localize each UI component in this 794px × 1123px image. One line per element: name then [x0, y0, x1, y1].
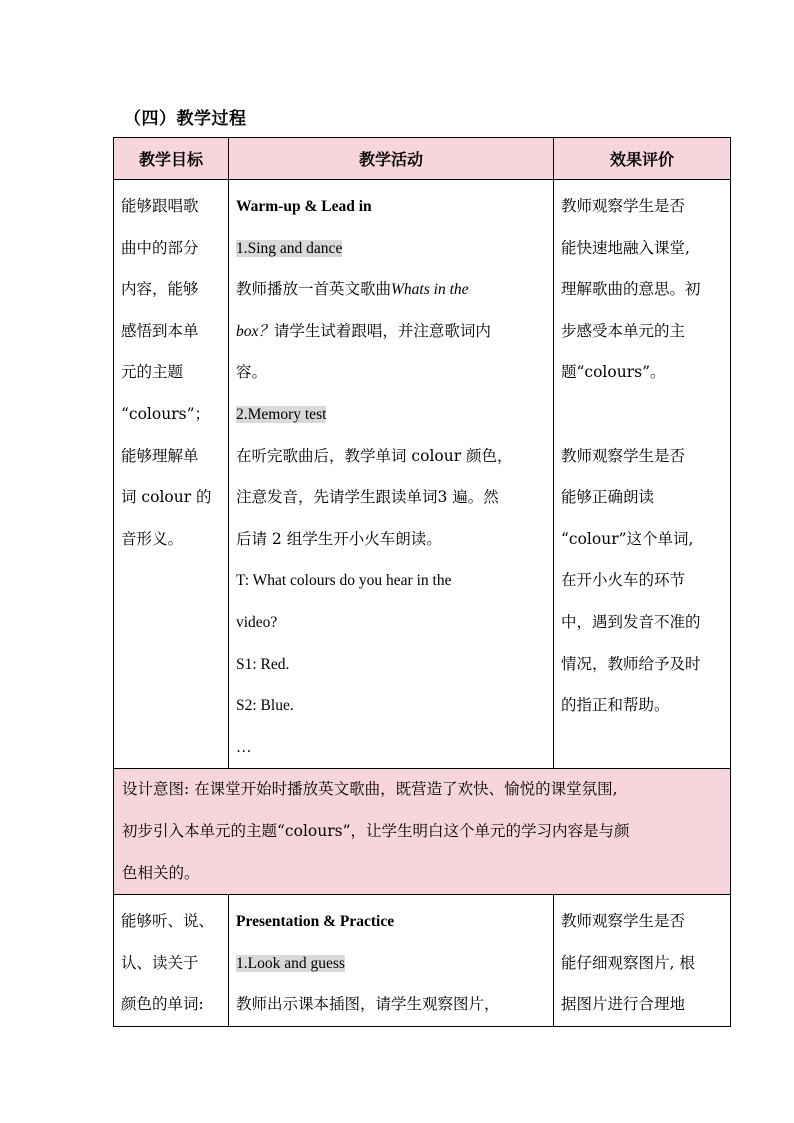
goal-line: 能够听、说、 — [121, 912, 215, 931]
header-activities: 教学活动 — [229, 138, 554, 180]
goal-line: 能够跟唱歌 — [121, 197, 199, 215]
activity-text: 注意发音，先请学生跟读单词3 遍。然 — [236, 488, 499, 507]
activity-text: 教师播放一首英文歌曲Whats in the — [236, 280, 469, 299]
dialog-line: S1: Red. — [236, 655, 290, 673]
evaluation-line: 理解歌曲的意思。初 — [561, 280, 701, 299]
evaluation-line: 的指正和帮助。 — [561, 696, 670, 715]
evaluation-line: 题“colours”。 — [561, 363, 666, 382]
goal-line: 内容，能够 — [121, 280, 199, 299]
table-row — [114, 180, 731, 769]
table-row — [114, 895, 731, 1027]
spacer — [561, 394, 724, 436]
header-goals: 教学目标 — [114, 138, 229, 180]
activity-text: 在听完歌曲后，教学单词 colour 颜色， — [236, 446, 513, 465]
evaluation-cell — [554, 895, 731, 1027]
header-evaluation: 效果评价 — [554, 138, 731, 180]
design-intent-line: 初步引入本单元的主题“colours”，让学生明白这个单元的学习内容是与颜 — [122, 821, 630, 840]
goal-line: 曲中的部分 — [121, 238, 199, 257]
activity-step-title: 1.Sing and dance — [236, 239, 343, 257]
song-title: box？ — [236, 322, 274, 340]
design-intent-line: 色相关的。 — [122, 863, 200, 882]
song-title: Whats in the — [391, 281, 469, 299]
evaluation-line: 情况，教师给予及时 — [561, 654, 701, 673]
evaluation-line: 教师观察学生是否 — [561, 197, 686, 215]
table-header-row — [114, 138, 731, 180]
activity-step-title: 1.Look and guess — [236, 954, 345, 972]
goal-line: 能够理解单 — [121, 446, 199, 465]
dialog-line: T: What colours do you hear in the — [236, 572, 452, 590]
evaluation-line: 步感受本单元的主 — [561, 321, 686, 340]
goal-line: 词 colour 的 — [121, 488, 212, 507]
activity-text: 后请 2 组学生开小火车朗读。 — [236, 529, 442, 548]
dialog-line: … — [236, 738, 252, 756]
activity-section-title: Presentation & Practice — [236, 913, 395, 931]
evaluation-line: 能仔细观察图片, 根 — [561, 953, 695, 972]
activity-text: 教师出示课本插图，请学生观察图片， — [236, 995, 500, 1014]
evaluation-line: 中，遇到发音不准的 — [561, 612, 701, 631]
design-intent-cell — [114, 769, 731, 895]
evaluation-line: 在开小火车的环节 — [561, 571, 686, 590]
activity-text: box？请学生试着跟唱，并注意歌词内 — [236, 321, 491, 340]
teaching-process-table — [113, 137, 731, 1027]
evaluation-line: 能快速地融入课堂, — [561, 238, 690, 257]
evaluation-line: 能够正确朗读 — [561, 488, 655, 507]
goal-line: 音形义。 — [121, 529, 184, 548]
evaluation-line: 教师观察学生是否 — [561, 446, 686, 465]
goal-line: “colours”； — [121, 404, 210, 423]
dialog-line: video? — [236, 613, 278, 631]
evaluation-line: “colour”这个单词, — [561, 529, 694, 548]
goal-line: 感悟到本单 — [121, 321, 199, 340]
activity-cell — [229, 895, 554, 1027]
design-intent-line: 设计意图: 在课堂开始时播放英文歌曲，既营造了欢快、愉悦的课堂氛围, — [122, 780, 618, 799]
activity-text: 容。 — [236, 363, 268, 382]
activity-cell — [229, 180, 554, 769]
goal-cell — [114, 180, 229, 769]
goal-line: 元的主题 — [121, 363, 184, 382]
evaluation-cell — [554, 180, 731, 769]
dialog-line: S2: Blue. — [236, 697, 294, 715]
goal-cell — [114, 895, 229, 1027]
activity-step-title: 2.Memory test — [236, 405, 327, 423]
evaluation-line: 据图片进行合理地 — [561, 995, 686, 1014]
section-heading: （四）教学过程 — [124, 109, 247, 129]
design-intent-row — [114, 769, 731, 895]
goal-line: 颜色的单词: — [121, 995, 204, 1014]
goal-line: 认、读关于 — [121, 953, 199, 972]
evaluation-line: 教师观察学生是否 — [561, 912, 686, 931]
activity-section-title: Warm-up & Lead in — [236, 198, 372, 215]
